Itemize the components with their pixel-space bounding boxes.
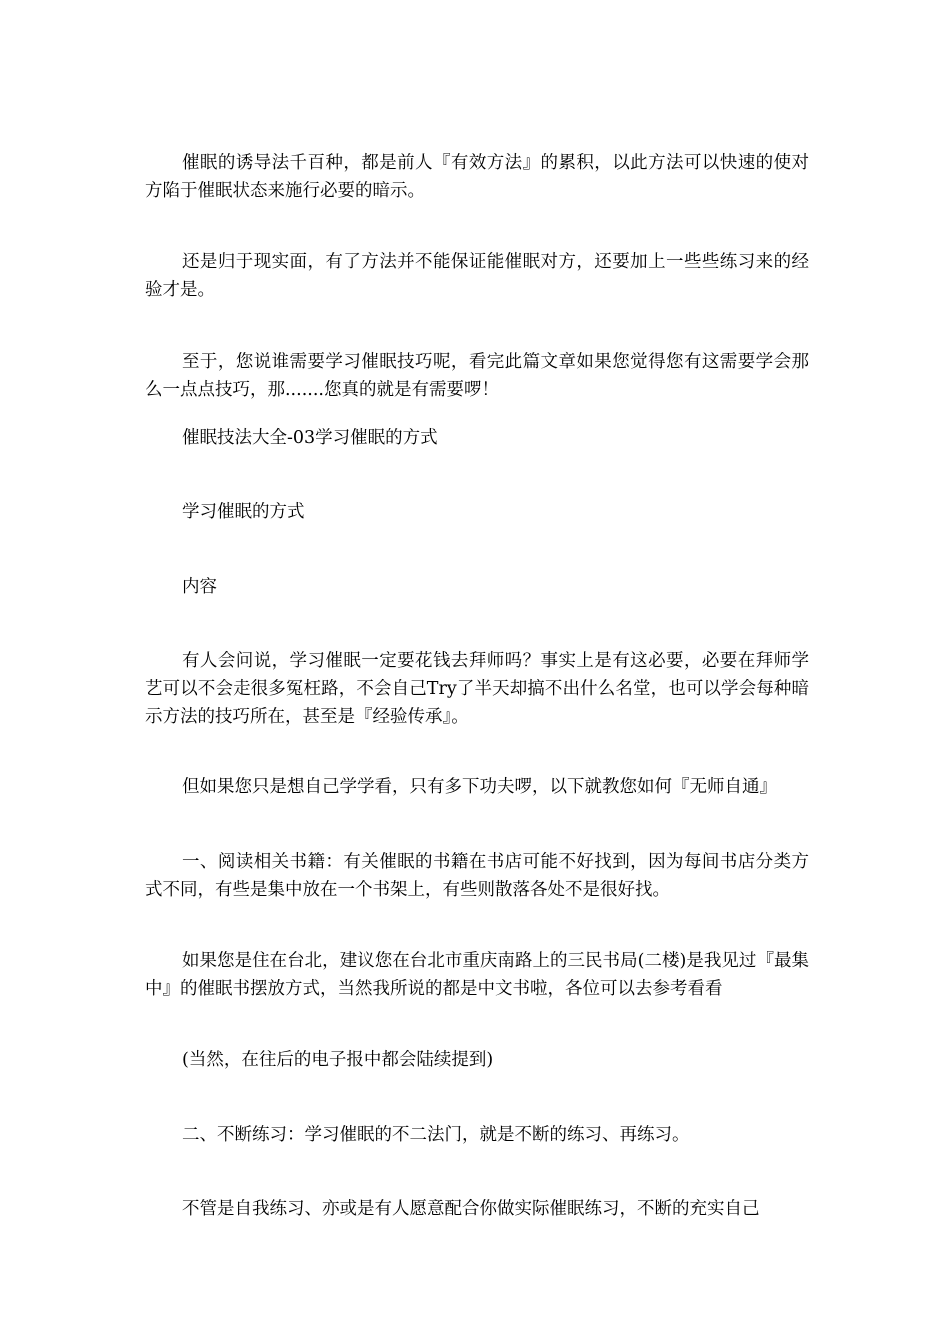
paragraph-practice-experience: 还是归于现实面，有了方法并不能保证能催眠对方，还要加上一些些练习来的经验才是。: [145, 252, 809, 300]
section-heading-learning-ways: 催眠技法大全-03学习催眠的方式: [182, 428, 438, 448]
paragraph-newsletter-note: (当然，在往后的电子报中都会陆续提到): [182, 1050, 494, 1070]
paragraph-self-practice: 不管是自我练习、亦或是有人愿意配合你做实际催眠练习，不断的充实自己: [182, 1199, 760, 1219]
paragraph-taipei-bookstore: 如果您是住在台北，建议您在台北市重庆南路上的三民书局(二楼)是我见过『最集中』的催眠书摆放方式，当然我所说的都是中文书啦，各位可以去参考看看: [145, 951, 809, 999]
label-content: 内容: [182, 577, 217, 597]
paragraph-keep-practicing: 二、不断练习：学习催眠的不二法门，就是不断的练习、再练习。: [182, 1125, 690, 1145]
paragraph-induction-methods: 催眠的诱导法千百种，都是前人『有效方法』的累积，以此方法可以快速的使对方陷于催眠状态来施行必要的暗示。: [145, 153, 809, 201]
subheading-learning-ways: 学习催眠的方式: [182, 502, 305, 522]
paragraph-who-needs-skills: 至于，您说谁需要学习催眠技巧呢，看完此篇文章如果您觉得您有这需要学会那么一点点技巧，那.......您真的就是有需要啰！: [145, 352, 809, 400]
paragraph-read-books: 一、阅读相关书籍：有关催眠的书籍在书店可能不好找到，因为每间书店分类方式不同，有些是集中放在一个书架上，有些则散落各处不是很好找。: [145, 852, 809, 900]
paragraph-find-teacher: 有人会问说，学习催眠一定要花钱去拜师吗？事实上是有这必要，必要在拜师学艺可以不会走很多冤枉路，不会自己Try了半天却搞不出什么名堂，也可以学会每种暗示方法的技巧所在，甚至是『经验传承』。: [145, 651, 809, 727]
paragraph-self-study: 但如果您只是想自己学学看，只有多下功夫啰，以下就教您如何『无师自通』: [182, 777, 777, 797]
